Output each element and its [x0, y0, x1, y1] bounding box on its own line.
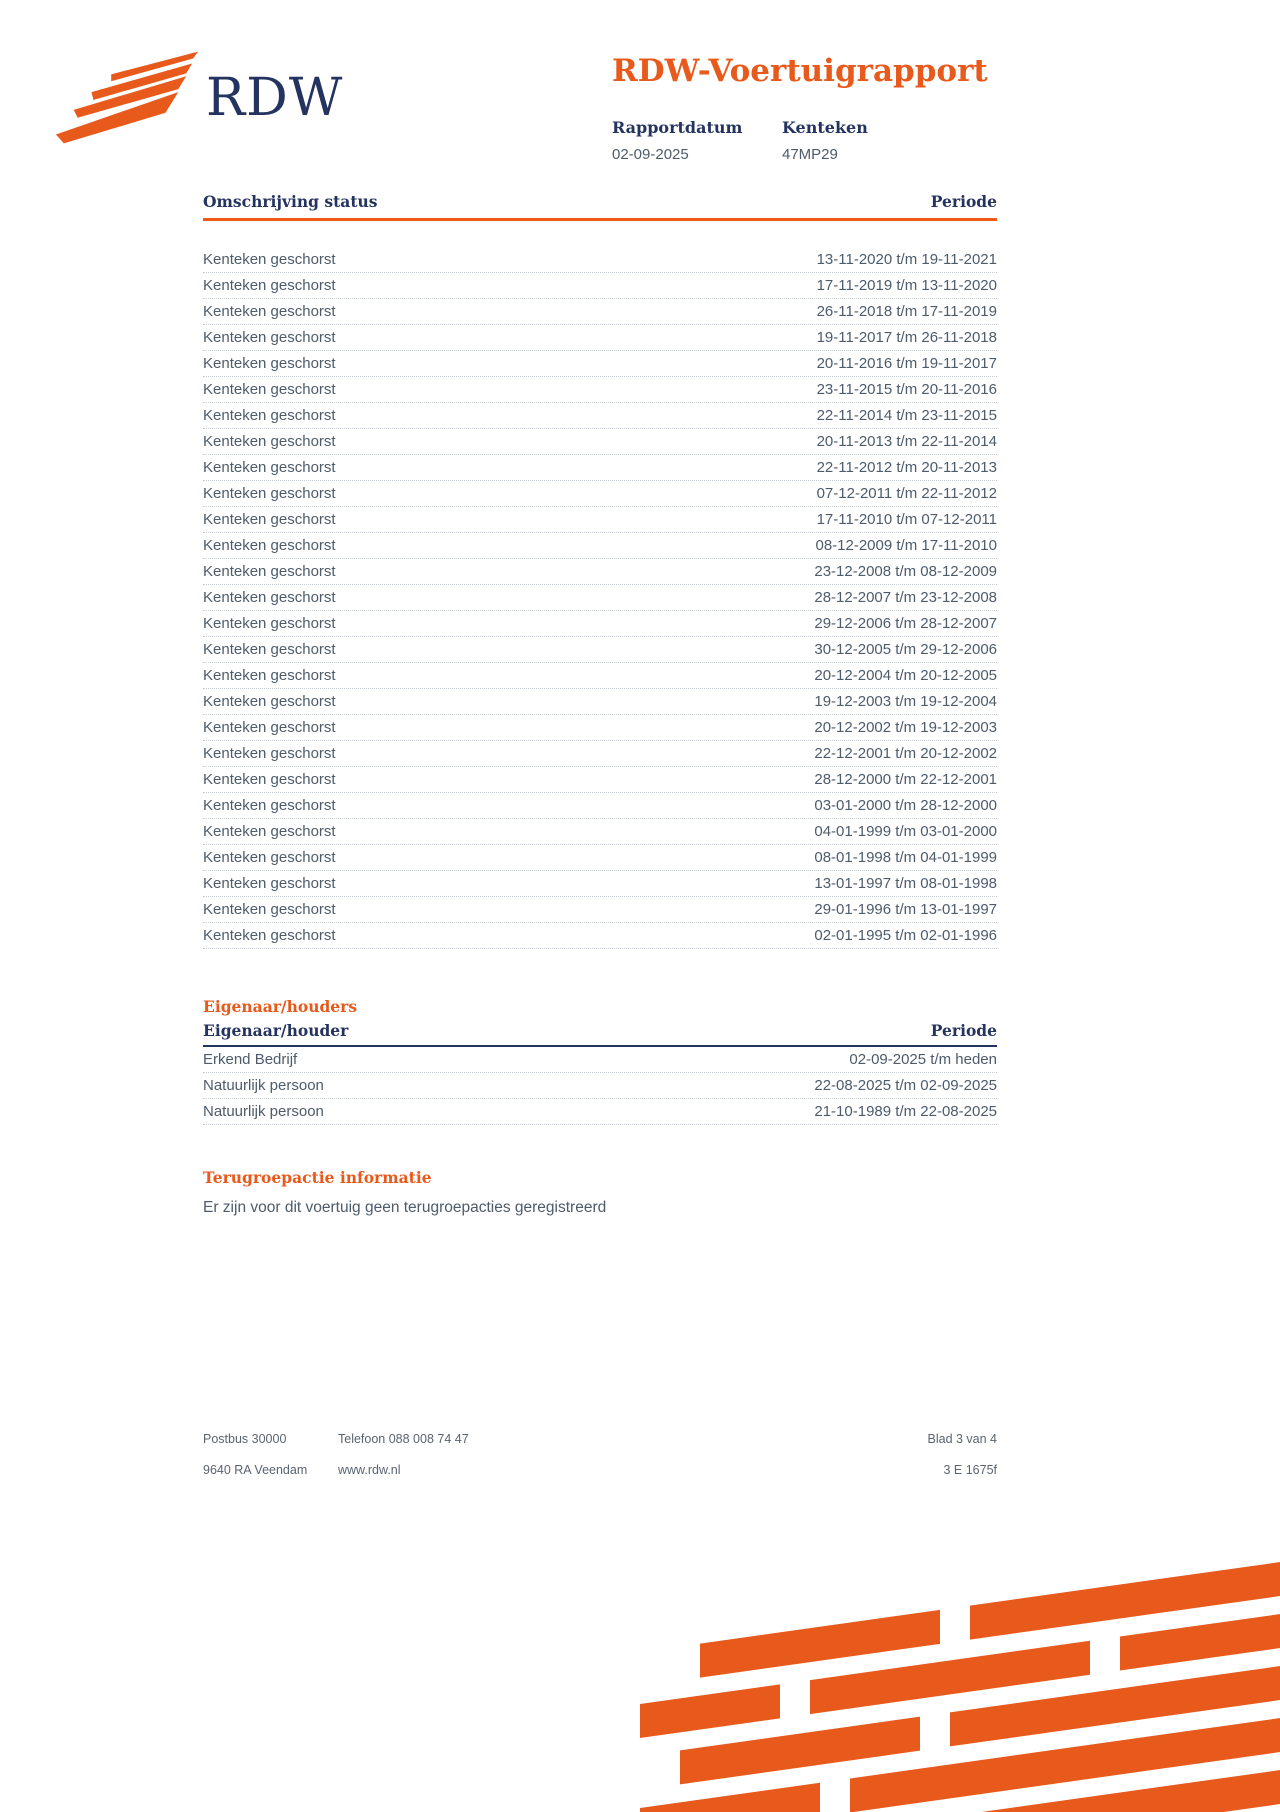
- status-row-label: Kenteken geschorst: [203, 875, 336, 892]
- recall-text: Er zijn voor dit voertuig geen terugroepacties geregistreerd: [203, 1199, 607, 1216]
- owner-row: [203, 1047, 997, 1073]
- page-footer: [203, 1432, 997, 1494]
- report-date-block: [612, 118, 782, 163]
- status-row-label: Kenteken geschorst: [203, 251, 336, 268]
- status-row-label: Kenteken geschorst: [203, 485, 336, 502]
- status-row-label: Kenteken geschorst: [203, 433, 336, 450]
- license-block: [782, 118, 868, 163]
- status-row-label: Kenteken geschorst: [203, 563, 336, 580]
- status-row-label: Kenteken geschorst: [203, 849, 336, 866]
- footer-form-code: 3 E 1675f: [943, 1463, 997, 1477]
- status-row-period: 19-11-2017 t/m 26-11-2018: [816, 329, 997, 346]
- status-row: [203, 403, 997, 429]
- status-row: [203, 845, 997, 871]
- license-label: Kenteken: [782, 118, 868, 137]
- status-row-period: 20-11-2016 t/m 19-11-2017: [816, 355, 997, 372]
- footer-website-link[interactable]: www.rdw.nl: [338, 1463, 401, 1477]
- status-column-header: Omschrijving status: [203, 192, 378, 211]
- status-row-period: 08-01-1998 t/m 04-01-1999: [814, 849, 997, 866]
- rdw-stripes-graphic: [640, 1557, 1280, 1812]
- status-row-period: 13-01-1997 t/m 08-01-1998: [814, 875, 997, 892]
- status-row-label: Kenteken geschorst: [203, 771, 336, 788]
- status-row-period: 30-12-2005 t/m 29-12-2006: [814, 641, 997, 658]
- status-row: [203, 793, 997, 819]
- status-row-period: 20-12-2004 t/m 20-12-2005: [814, 667, 997, 684]
- status-row-label: Kenteken geschorst: [203, 667, 336, 684]
- status-row-label: Kenteken geschorst: [203, 693, 336, 710]
- status-row: [203, 299, 997, 325]
- status-row-period: 23-12-2008 t/m 08-12-2009: [814, 563, 997, 580]
- owner-period-column-header: Periode: [930, 1021, 997, 1040]
- status-row: [203, 897, 997, 923]
- status-row: [203, 533, 997, 559]
- status-row-label: Kenteken geschorst: [203, 381, 336, 398]
- status-table-rows: [203, 247, 997, 949]
- status-row-period: 17-11-2019 t/m 13-11-2020: [816, 277, 997, 294]
- owner-row-period: 02-09-2025 t/m heden: [849, 1051, 997, 1068]
- status-row-period: 08-12-2009 t/m 17-11-2010: [815, 537, 997, 554]
- footer-postbox: Postbus 30000: [203, 1432, 287, 1446]
- owner-row-label: Natuurlijk persoon: [203, 1077, 324, 1094]
- owner-row-period: 21-10-1989 t/m 22-08-2025: [814, 1103, 997, 1120]
- status-row-period: 19-12-2003 t/m 19-12-2004: [814, 693, 997, 710]
- status-row-period: 28-12-2000 t/m 22-12-2001: [814, 771, 997, 788]
- status-row: [203, 559, 997, 585]
- status-row: [203, 429, 997, 455]
- recall-section-title: Terugroepactie informatie: [203, 1168, 432, 1187]
- status-row-label: Kenteken geschorst: [203, 745, 336, 762]
- rdw-flag-icon: [52, 48, 200, 148]
- status-row-label: Kenteken geschorst: [203, 615, 336, 632]
- report-date-value: 02-09-2025: [612, 146, 689, 163]
- status-row-label: Kenteken geschorst: [203, 589, 336, 606]
- rdw-logo: [52, 48, 343, 148]
- status-row: [203, 585, 997, 611]
- status-row-period: 28-12-2007 t/m 23-12-2008: [814, 589, 997, 606]
- owner-column-header: Eigenaar/houder: [203, 1021, 349, 1040]
- status-row-period: 04-01-1999 t/m 03-01-2000: [814, 823, 997, 840]
- status-row-label: Kenteken geschorst: [203, 277, 336, 294]
- status-row: [203, 767, 997, 793]
- status-row-label: Kenteken geschorst: [203, 901, 336, 918]
- license-value: 47MP29: [782, 146, 838, 163]
- status-row-period: 22-11-2012 t/m 20-11-2013: [816, 459, 997, 476]
- footer-phone: Telefoon 088 008 74 47: [338, 1432, 469, 1446]
- status-row: [203, 819, 997, 845]
- report-meta: [612, 118, 868, 163]
- status-row: [203, 689, 997, 715]
- status-table-header: [203, 192, 997, 221]
- status-row-period: 20-11-2013 t/m 22-11-2014: [816, 433, 997, 450]
- status-row: [203, 871, 997, 897]
- status-row-label: Kenteken geschorst: [203, 823, 336, 840]
- owner-row: [203, 1073, 997, 1099]
- status-row-period: 29-12-2006 t/m 28-12-2007: [814, 615, 997, 632]
- recall-section: [203, 1168, 997, 1217]
- status-row: [203, 507, 997, 533]
- status-row-period: 07-12-2011 t/m 22-11-2012: [816, 485, 997, 502]
- status-row-label: Kenteken geschorst: [203, 407, 336, 424]
- page-title: RDW-Voertuigrapport: [612, 53, 988, 89]
- status-row-label: Kenteken geschorst: [203, 355, 336, 372]
- status-row-label: Kenteken geschorst: [203, 329, 336, 346]
- owner-row-label: Erkend Bedrijf: [203, 1051, 298, 1068]
- period-column-header: Periode: [930, 192, 997, 211]
- status-row-label: Kenteken geschorst: [203, 641, 336, 658]
- footer-row-1: [203, 1432, 997, 1446]
- status-row-period: 22-12-2001 t/m 20-12-2002: [814, 745, 997, 762]
- status-row: [203, 663, 997, 689]
- status-table: [203, 192, 997, 949]
- status-row-label: Kenteken geschorst: [203, 927, 336, 944]
- owner-row-label: Natuurlijk persoon: [203, 1103, 324, 1120]
- footer-row-2: [203, 1463, 997, 1477]
- status-row: [203, 247, 997, 273]
- owner-row-period: 22-08-2025 t/m 02-09-2025: [814, 1077, 997, 1094]
- status-row-label: Kenteken geschorst: [203, 511, 336, 528]
- status-row: [203, 715, 997, 741]
- status-row-period: 26-11-2018 t/m 17-11-2019: [816, 303, 997, 320]
- owners-section: [203, 997, 997, 1125]
- status-row: [203, 637, 997, 663]
- status-row-period: 22-11-2014 t/m 23-11-2015: [816, 407, 997, 424]
- status-row: [203, 377, 997, 403]
- status-row: [203, 273, 997, 299]
- status-row: [203, 741, 997, 767]
- status-row-period: 23-11-2015 t/m 20-11-2016: [816, 381, 997, 398]
- owner-row: [203, 1099, 997, 1125]
- footer-page-indicator: Blad 3 van 4: [927, 1432, 997, 1446]
- status-row-period: 17-11-2010 t/m 07-12-2011: [816, 511, 997, 528]
- status-row: [203, 351, 997, 377]
- brand-wordmark: RDW: [206, 68, 344, 128]
- report-date-label: Rapportdatum: [612, 118, 743, 137]
- owners-table-rows: [203, 1047, 997, 1125]
- status-row-period: 20-12-2002 t/m 19-12-2003: [814, 719, 997, 736]
- status-row: [203, 923, 997, 949]
- owners-section-title: Eigenaar/houders: [203, 997, 358, 1016]
- status-row-label: Kenteken geschorst: [203, 459, 336, 476]
- owners-table-header: [203, 1021, 997, 1047]
- status-row: [203, 481, 997, 507]
- status-row-period: 02-01-1995 t/m 02-01-1996: [814, 927, 997, 944]
- status-row: [203, 455, 997, 481]
- status-row-label: Kenteken geschorst: [203, 719, 336, 736]
- status-row-label: Kenteken geschorst: [203, 303, 336, 320]
- status-row-period: 29-01-1996 t/m 13-01-1997: [814, 901, 997, 918]
- status-row: [203, 611, 997, 637]
- status-row: [203, 325, 997, 351]
- status-row-period: 13-11-2020 t/m 19-11-2021: [816, 251, 997, 268]
- status-row-period: 03-01-2000 t/m 28-12-2000: [814, 797, 997, 814]
- status-row-label: Kenteken geschorst: [203, 537, 336, 554]
- footer-city: 9640 RA Veendam: [203, 1463, 308, 1477]
- status-row-label: Kenteken geschorst: [203, 797, 336, 814]
